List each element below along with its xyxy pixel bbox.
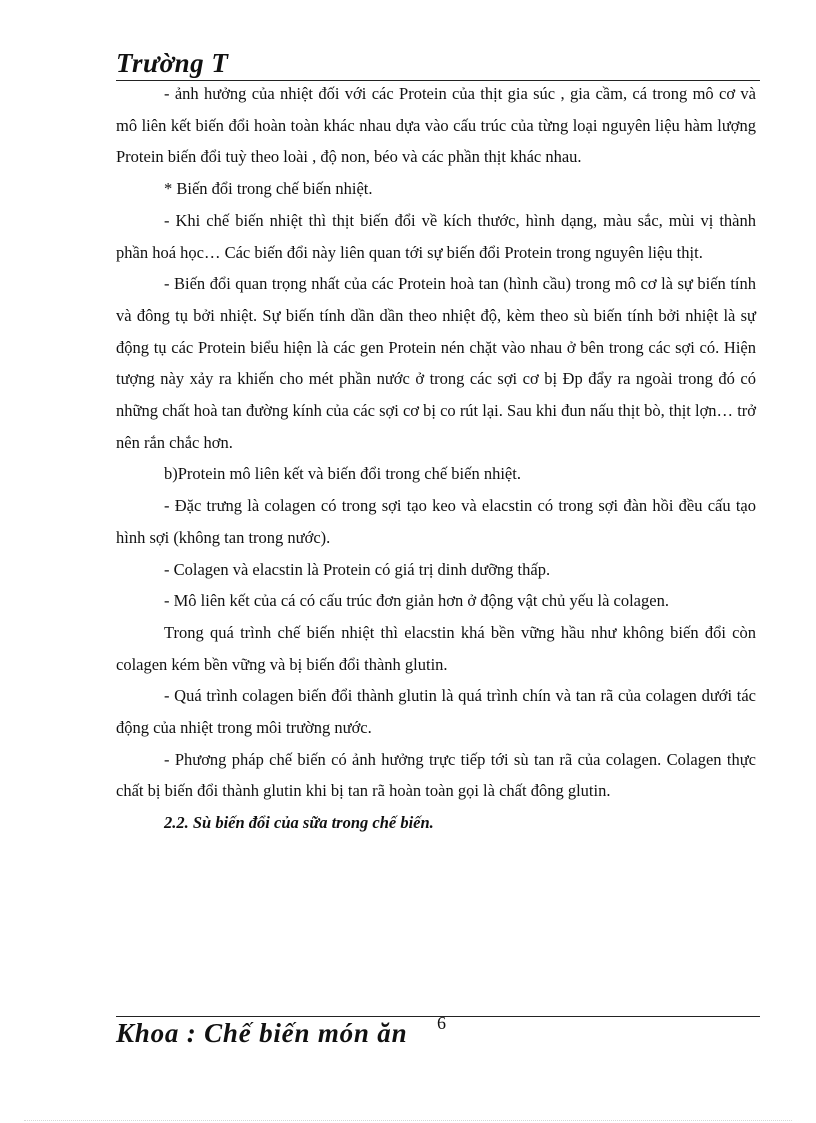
paragraph-processing-method: - Phương pháp chế biến có ảnh hưởng trực tiếp tới sù tan rã của colagen. Colagen thực chất bị biến đổi thành glutin khi bị tan rã hoàn toàn gọi là chất đông glutin. xyxy=(116,749,756,801)
paragraph-heat-processing-title: * Biến đổi trong chế biến nhiệt. xyxy=(164,179,373,199)
paragraph-fish-tissue: - Mô liên kết của cá có cấu trúc đơn giản hơn ở động vật chủ yếu là colagen. xyxy=(164,591,669,611)
paragraph-meat-changes: - Khi chế biến nhiệt thì thịt biến đổi về kích thước, hình dạng, màu sắc, mùi vị thành phần hoá học… Các biến đổi này liên quan tới sự biến đổi Protein trong nguyên liệu thịt. xyxy=(116,210,756,262)
page-header-title: Trường T xyxy=(116,48,229,78)
paragraph-elastin-stability: Trong quá trình chế biến nhiệt thì elacstin khá bền vững hầu như không biến đổi còn colagen kém bền vững và bị biến đổi thành glutin. xyxy=(116,622,756,674)
page-footer-title: Khoa : Chế biến món ăn xyxy=(116,1018,408,1048)
paragraph-collagen-to-glutin: - Quá trình colagen biến đổi thành glutin là quá trình chín và tan rã của colagen dưới tác động của nhiệt trong môi trường nước. xyxy=(116,686,756,738)
page-number: 6 xyxy=(437,1013,446,1033)
document-body xyxy=(116,78,756,839)
section-heading: 2.2. Sù biến đổi của sữa trong chế biến. xyxy=(164,813,434,833)
page-bottom-edge xyxy=(24,1120,792,1121)
paragraph-protein-denaturation: - Biến đổi quan trọng nhất của các Protein hoà tan (hình cầu) trong mô cơ là sự biến tính và đông tụ bởi nhiệt. Sự biến tính dần dần theo nhiệt độ, kèm theo sù biến tính bởi nhiệt là sự động tụ các Protein biểu hiện là các gen Protein nén chặt vào nhau ở bên trong các sợi có. Hiện tượng này xảy ra khiến cho mét phần nước ở trong các sợi cơ bị Đp đẩy ra ngoài trong đó có những chất hoà tan đường kính của các sợi cơ bị co rút lại. Sau khi đun nấu thịt bò, thịt lợn… trở nên rắn chắc hơn. xyxy=(116,274,756,452)
paragraph-protein-heat-effect: - ảnh hưởng của nhiệt đối với các Protein của thịt gia súc , gia cầm, cá trong mô cơ và mô liên kết biến đổi hoàn toàn khác nhau dựa vào cấu trúc của từng loại nguyên liệu hàm lượng Protein biến đổi tuỳ theo loài , độ non, béo và các phần thịt khác nhau. xyxy=(116,84,756,167)
paragraph-nutrition-value: - Colagen và elacstin là Protein có giá trị dinh dưỡng thấp. xyxy=(164,559,551,579)
paragraph-collagen-elastin: - Đặc trưng là colagen có trong sợi tạo keo và elacstin có trong sợi đàn hồi đều cấu tạo hình sợi (không tan trong nước). xyxy=(116,496,756,547)
paragraph-connective-tissue-title: b)Protein mô liên kết và biến đổi trong chế biến nhiệt. xyxy=(164,464,521,484)
